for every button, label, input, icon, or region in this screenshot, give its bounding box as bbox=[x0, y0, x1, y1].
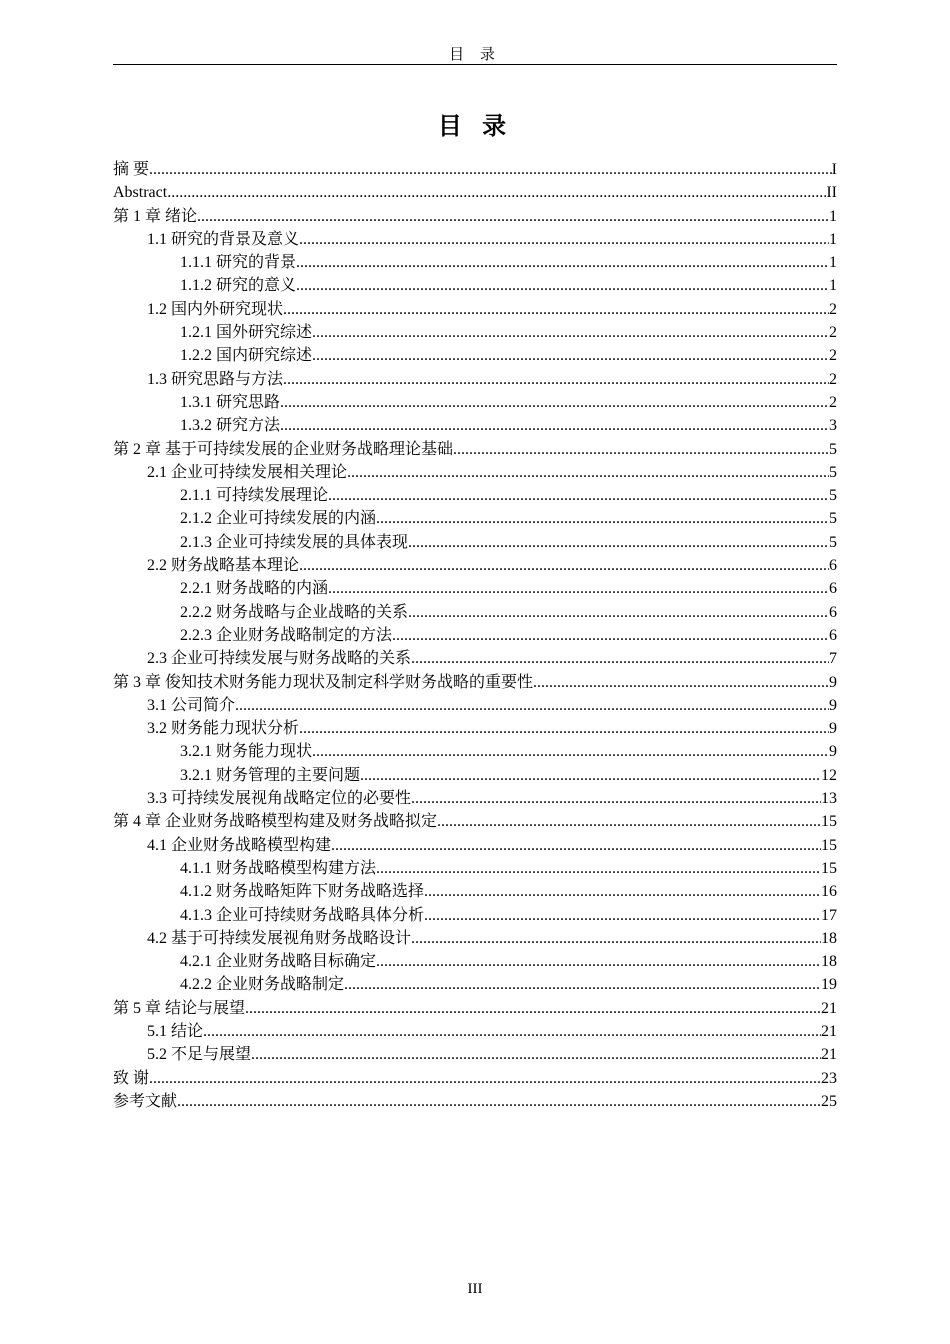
toc-entry-label: 3.2.1 财务能力现状 bbox=[180, 743, 313, 761]
toc-entry-label: 2.2.1 财务战略的内涵 bbox=[180, 580, 329, 598]
toc-entry-page: I bbox=[831, 161, 837, 178]
toc-entry-label: 1.1.2 研究的意义 bbox=[180, 277, 297, 295]
toc-entry-page: 6 bbox=[829, 603, 837, 621]
toc-entry-label: 5.1 结论 bbox=[147, 1022, 204, 1040]
toc-entry-label: 3.2.1 财务管理的主要问题 bbox=[180, 766, 361, 784]
toc-leader-dots bbox=[411, 927, 821, 950]
toc-entry-label: 1.1 研究的背景及意义 bbox=[147, 230, 300, 248]
toc-entry-page: 21 bbox=[821, 999, 837, 1017]
toc-entry-label: 4.1.3 企业可持续财务战略具体分析 bbox=[180, 906, 425, 924]
toc-entry-label: 1.3.1 研究思路 bbox=[180, 393, 281, 411]
toc-entry-page: 5 bbox=[829, 463, 837, 481]
toc-leader-dots bbox=[347, 461, 829, 484]
toc-leader-dots bbox=[408, 601, 829, 624]
toc-entry-page: 19 bbox=[821, 976, 837, 994]
toc-leader-dots bbox=[376, 507, 829, 530]
toc-entry[interactable] bbox=[113, 1020, 837, 1043]
toc-entry[interactable] bbox=[113, 787, 837, 810]
toc-entry[interactable] bbox=[113, 321, 837, 344]
running-header: 目 录 bbox=[449, 47, 501, 63]
toc-entry[interactable] bbox=[113, 298, 837, 321]
toc-entry[interactable] bbox=[113, 368, 837, 391]
toc-entry[interactable] bbox=[113, 228, 837, 251]
toc-entry-page: 6 bbox=[829, 580, 837, 598]
toc-leader-dots bbox=[437, 810, 821, 833]
toc-leader-dots bbox=[312, 321, 829, 344]
toc-entry-label: 4.2.2 企业财务战略制定 bbox=[180, 976, 345, 994]
toc-leader-dots bbox=[280, 391, 829, 414]
toc-entry[interactable] bbox=[113, 438, 837, 461]
toc-entry-page: 9 bbox=[829, 720, 837, 738]
toc-entry[interactable] bbox=[113, 507, 837, 530]
toc-entry[interactable] bbox=[113, 601, 837, 624]
toc-entry-label: 2.2.2 财务战略与企业战略的关系 bbox=[180, 603, 409, 621]
toc-entry-label: 4.2.1 企业财务战略目标确定 bbox=[180, 953, 377, 971]
toc-leader-dots bbox=[424, 904, 821, 927]
toc-entry-label: 4.1.2 财务战略矩阵下财务战略选择 bbox=[180, 883, 425, 901]
toc-leader-dots bbox=[149, 158, 832, 181]
toc-leader-dots bbox=[177, 1090, 821, 1113]
header-rule bbox=[113, 64, 837, 65]
toc-entry-page: 25 bbox=[821, 1092, 837, 1110]
toc-entry-page: 1 bbox=[829, 207, 837, 225]
toc-entry-label: 1.2.2 国内研究综述 bbox=[180, 347, 313, 365]
toc-entry[interactable] bbox=[113, 158, 837, 181]
toc-entry-page: 18 bbox=[821, 929, 837, 947]
toc-entry-page: 6 bbox=[829, 557, 837, 575]
toc-leader-dots bbox=[283, 368, 829, 391]
toc-entry[interactable] bbox=[113, 205, 837, 228]
toc-entry-label: 2.1.2 企业可持续发展的内涵 bbox=[180, 510, 377, 528]
toc-entry-label: 第 4 章 企业财务战略模型构建及财务战略拟定 bbox=[113, 813, 438, 831]
toc-entry-label: 1.2.1 国外研究综述 bbox=[180, 324, 313, 342]
toc-entry-page: 3 bbox=[829, 417, 837, 435]
toc-leader-dots bbox=[312, 344, 829, 367]
toc-leader-dots bbox=[296, 274, 829, 297]
toc-entry-page: 12 bbox=[821, 766, 837, 784]
toc-leader-dots bbox=[376, 950, 821, 973]
toc-entry[interactable] bbox=[113, 554, 837, 577]
toc-entry[interactable] bbox=[113, 904, 837, 927]
toc-entry-page: 17 bbox=[821, 906, 837, 924]
toc-leader-dots bbox=[533, 671, 829, 694]
page-title: 目 录 bbox=[437, 112, 513, 140]
toc-entry-page: 5 bbox=[829, 487, 837, 505]
toc-entry-label: 致 谢 bbox=[113, 1069, 150, 1087]
toc-entry-label: 摘 要 bbox=[113, 161, 150, 178]
toc-leader-dots bbox=[344, 973, 821, 996]
toc-entry[interactable] bbox=[113, 1067, 837, 1090]
toc-entry-page: 15 bbox=[821, 859, 837, 877]
toc-entry-label: 4.2 基于可持续发展视角财务战略设计 bbox=[147, 929, 412, 947]
toc-entry[interactable] bbox=[113, 950, 837, 973]
toc-leader-dots bbox=[299, 228, 829, 251]
toc-entry-page: 1 bbox=[829, 277, 837, 295]
toc-entry[interactable] bbox=[113, 461, 837, 484]
toc-entry-page: 2 bbox=[829, 324, 837, 342]
toc-entry-page: 2 bbox=[829, 393, 837, 411]
toc-leader-dots bbox=[453, 438, 829, 461]
toc-leader-dots bbox=[280, 414, 829, 437]
toc-leader-dots bbox=[360, 764, 821, 787]
toc-entry-label: 2.1 企业可持续发展相关理论 bbox=[147, 463, 348, 481]
toc-entry[interactable] bbox=[113, 391, 837, 414]
toc-entry-page: 13 bbox=[821, 790, 837, 808]
toc-entry[interactable] bbox=[113, 764, 837, 787]
toc-entry-label: 2.2.3 企业财务战略制定的方法 bbox=[180, 626, 393, 644]
toc-entry-label: 第 5 章 结论与展望 bbox=[113, 999, 246, 1017]
toc-entry-page: 9 bbox=[829, 673, 837, 691]
toc-leader-dots bbox=[411, 787, 821, 810]
toc-leader-dots bbox=[328, 577, 829, 600]
toc-leader-dots bbox=[235, 694, 829, 717]
toc-entry[interactable] bbox=[113, 1043, 837, 1066]
toc-entry-page: 23 bbox=[821, 1069, 837, 1087]
toc-entry-page: 21 bbox=[821, 1022, 837, 1040]
toc-leader-dots bbox=[299, 717, 829, 740]
toc-entry-label: 2.3 企业可持续发展与财务战略的关系 bbox=[147, 650, 412, 668]
toc-entry[interactable] bbox=[113, 274, 837, 297]
toc-entry-page: 5 bbox=[829, 440, 837, 458]
toc-leader-dots bbox=[296, 251, 829, 274]
toc-entry-label: 4.1 企业财务战略模型构建 bbox=[147, 836, 332, 854]
toc-entry-label: 5.2 不足与展望 bbox=[147, 1046, 252, 1064]
toc-leader-dots bbox=[299, 554, 829, 577]
toc-leader-dots bbox=[251, 1043, 821, 1066]
toc-entry-page: 5 bbox=[829, 533, 837, 551]
toc-entry-page: 18 bbox=[821, 953, 837, 971]
toc-entry-label: 2.1.1 可持续发展理论 bbox=[180, 487, 329, 505]
toc-entry[interactable] bbox=[113, 834, 837, 857]
toc-entry-page: 2 bbox=[829, 370, 837, 388]
toc-entry-label: 3.1 公司简介 bbox=[147, 696, 236, 714]
toc-entry[interactable] bbox=[113, 857, 837, 880]
toc-entry-page: 2 bbox=[829, 300, 837, 318]
toc-entry-label: 2.2 财务战略基本理论 bbox=[147, 557, 300, 575]
toc-leader-dots bbox=[167, 181, 826, 204]
toc-entry[interactable] bbox=[113, 647, 837, 670]
toc-entry-page: 2 bbox=[829, 347, 837, 365]
toc-entry-label: 1.3.2 研究方法 bbox=[180, 417, 281, 435]
toc-entry[interactable] bbox=[113, 927, 837, 950]
toc-entry-page: 16 bbox=[821, 883, 837, 901]
page-number: III bbox=[467, 1281, 483, 1297]
toc-entry[interactable] bbox=[113, 1090, 837, 1113]
toc-entry[interactable] bbox=[113, 997, 837, 1020]
toc-entry-page: 5 bbox=[829, 510, 837, 528]
toc-entry-label: 2.1.3 企业可持续发展的具体表现 bbox=[180, 533, 409, 551]
toc-entry-page: II bbox=[826, 184, 837, 202]
toc-entry[interactable] bbox=[113, 484, 837, 507]
table-of-contents bbox=[113, 158, 837, 1113]
toc-entry-page: 1 bbox=[829, 254, 837, 272]
toc-leader-dots bbox=[376, 857, 821, 880]
toc-entry-page: 15 bbox=[821, 813, 837, 831]
toc-leader-dots bbox=[328, 484, 829, 507]
toc-leader-dots bbox=[331, 834, 821, 857]
toc-entry[interactable] bbox=[113, 671, 837, 694]
toc-entry-page: 15 bbox=[821, 836, 837, 854]
toc-entry-page: 9 bbox=[829, 743, 837, 761]
toc-leader-dots bbox=[408, 531, 829, 554]
toc-leader-dots bbox=[203, 1020, 821, 1043]
toc-entry-label: 第 3 章 俊知技术财务能力现状及制定科学财务战略的重要性 bbox=[113, 673, 534, 691]
toc-entry[interactable] bbox=[113, 414, 837, 437]
toc-entry[interactable] bbox=[113, 181, 837, 204]
toc-entry-label: Abstract bbox=[113, 184, 168, 202]
toc-leader-dots bbox=[392, 624, 829, 647]
toc-leader-dots bbox=[197, 205, 829, 228]
toc-entry-label: 1.2 国内外研究现状 bbox=[147, 300, 284, 318]
toc-entry-label: 3.3 可持续发展视角战略定位的必要性 bbox=[147, 790, 412, 808]
toc-entry-page: 21 bbox=[821, 1046, 837, 1064]
toc-entry-page: 7 bbox=[829, 650, 837, 668]
toc-entry-page: 1 bbox=[829, 230, 837, 248]
toc-entry-label: 参考文献 bbox=[113, 1092, 178, 1110]
toc-leader-dots bbox=[245, 997, 821, 1020]
toc-entry[interactable] bbox=[113, 531, 837, 554]
toc-entry-label: 第 2 章 基于可持续发展的企业财务战略理论基础 bbox=[113, 440, 454, 458]
toc-entry-label: 4.1.1 财务战略模型构建方法 bbox=[180, 859, 377, 877]
toc-entry-label: 第 1 章 绪论 bbox=[113, 207, 198, 225]
toc-leader-dots bbox=[312, 740, 829, 763]
toc-leader-dots bbox=[149, 1067, 821, 1090]
toc-entry[interactable] bbox=[113, 973, 837, 996]
toc-entry-label: 1.1.1 研究的背景 bbox=[180, 254, 297, 272]
toc-entry[interactable] bbox=[113, 624, 837, 647]
toc-entry[interactable] bbox=[113, 577, 837, 600]
toc-entry-label: 3.2 财务能力现状分析 bbox=[147, 720, 300, 738]
toc-entry[interactable] bbox=[113, 810, 837, 833]
toc-entry-page: 9 bbox=[829, 696, 837, 714]
toc-entry-label: 1.3 研究思路与方法 bbox=[147, 370, 284, 388]
toc-entry[interactable] bbox=[113, 344, 837, 367]
toc-entry[interactable] bbox=[113, 717, 837, 740]
toc-entry[interactable] bbox=[113, 880, 837, 903]
toc-leader-dots bbox=[424, 880, 821, 903]
toc-entry[interactable] bbox=[113, 740, 837, 763]
toc-leader-dots bbox=[283, 298, 829, 321]
toc-entry[interactable] bbox=[113, 694, 837, 717]
toc-entry-page: 6 bbox=[829, 626, 837, 644]
toc-entry[interactable] bbox=[113, 251, 837, 274]
toc-leader-dots bbox=[411, 647, 829, 670]
